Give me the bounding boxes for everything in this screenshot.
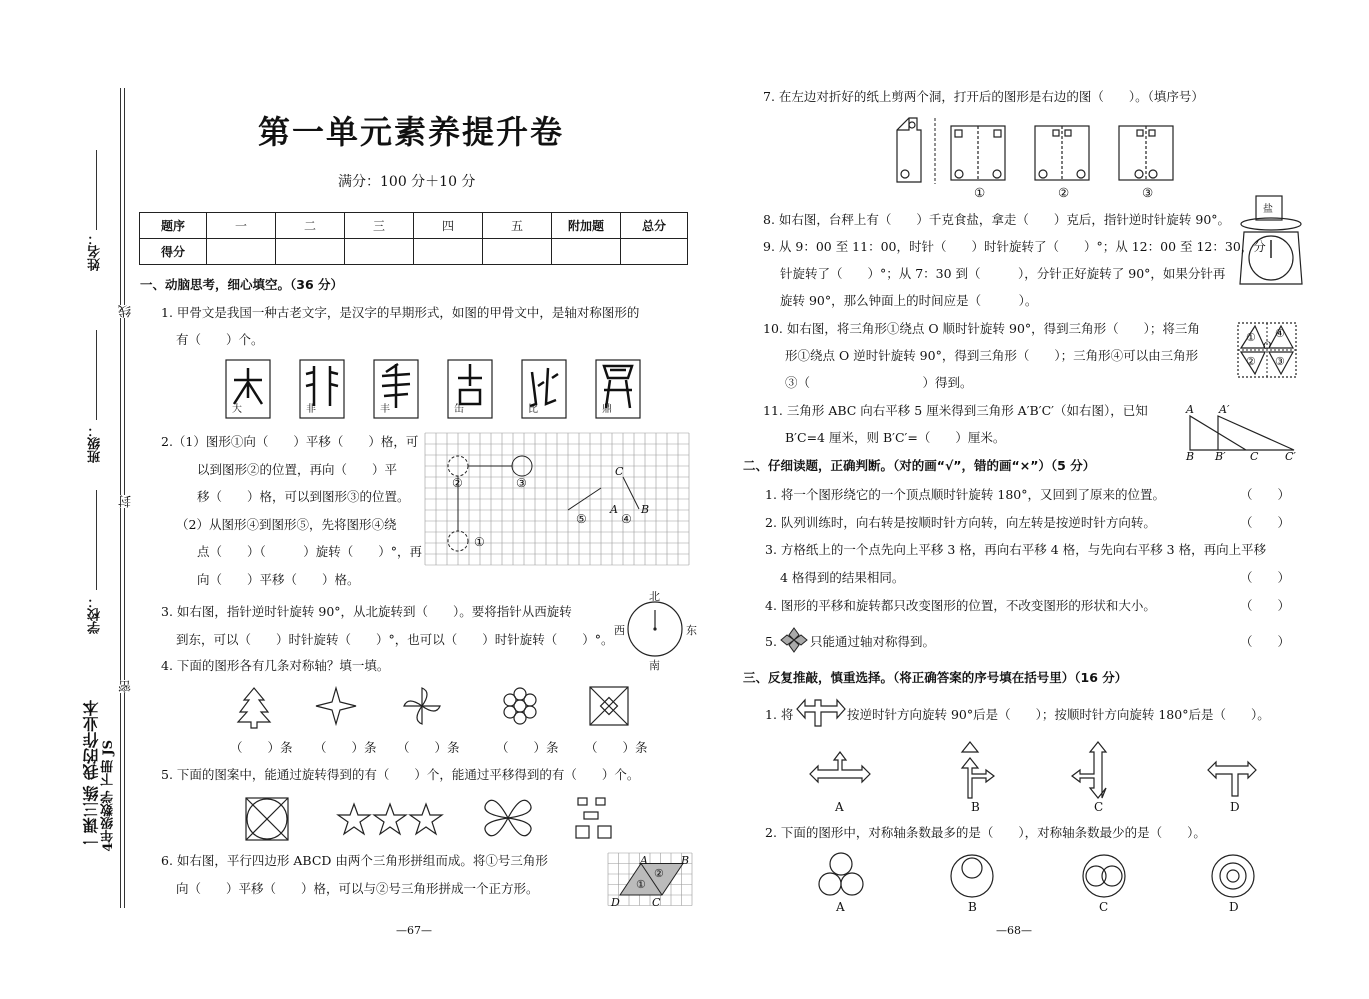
flower-shape [504,688,536,724]
choice-2-options [815,852,1255,898]
pinwheel-shape [404,688,440,724]
q2-text: 向（ ）平移（ ）格。 [197,572,360,587]
q10-text: 10. 如右图，将三角形①绕点 O 顺时针旋转 90°，得到三角形（ ）；将三角 [763,321,1200,336]
option-b-arrow [962,742,994,798]
q10-text: 形①绕点 O 逆时针旋转 90°，得到三角形（ ）；三角形④可以由三角形 [785,348,1199,363]
compass-east: 东 [686,624,697,637]
score-cell[interactable] [345,239,414,265]
q2-text: 2.（1）图形①向（ ）平移（ ）格，可 [161,434,419,449]
q4-blank[interactable]: （ ）条 [230,740,293,755]
q1-text: 1. 甲骨文是我国一种古老文字，是汉字的早期形式，如图的甲骨文中，是轴对称图形的 [161,305,640,320]
arrow-figure-icon [795,698,847,728]
petal-shape [485,800,531,836]
judge-answer[interactable]: （ ） [1240,515,1291,530]
salt-label: 盐 [1263,204,1273,215]
option-d-circles [1212,855,1254,897]
score-head: 二 [276,213,345,239]
q9-text: 9. 从 9：00 至 11：00，时针（ ）时针旋转了（ ）°；从 12：00 至 12：30，分 [763,239,1266,254]
judge-4: 4. 图形的平移和旋转都只改变图形的位置，不改变图形的形状和大小。 [765,598,1156,613]
score-head: 四 [414,213,483,239]
score-cell[interactable] [483,239,552,265]
section-1-title: 一、动脑思考，细心填空。（36 分） [140,277,343,292]
oracle-label: 大 [232,404,242,415]
judge-2: 2. 队列训练时，向右转是按顺时针方向转，向左转是按逆时针方向转。 [765,515,1156,530]
blocks-shape [576,798,611,838]
class-underline [96,330,97,420]
q6-text: 向（ ）平移（ ）格，可以与②号三角形拼成一个正方形。 [176,881,539,896]
q6-text: 6. 如右图，平行四边形 ABCD 由两个三角形拼组而成。将①号三角形 [161,853,548,868]
q4-blank[interactable]: （ ）条 [397,740,460,755]
oracle-label: 非 [306,404,316,415]
judge-answer[interactable]: （ ） [1240,570,1291,585]
oracle-label: 缶 [454,404,464,415]
judge-3: 4 格得到的结果相同。 [780,570,905,585]
q10-label: ④ [1275,327,1285,340]
score-head: 一 [207,213,276,239]
compass-figure [628,600,686,658]
q3-text: 3. 如右图，指针逆时针旋转 90°，从北旋转到（ ）。要将指针从西旋转 [161,604,572,619]
score-cell[interactable] [207,239,276,265]
q3-text: 到东，可以（ ）时针旋转（ ）°，也可以（ ）时针旋转（ ）°。 [176,632,614,647]
q11-label: A [1186,403,1194,416]
judge-answer[interactable]: （ ） [1240,634,1291,649]
q2-text: 移（ ）格，可以到图形③的位置。 [197,489,410,504]
page-title: 第一单元素养提升卷 [258,113,565,151]
option-a-arrow [810,752,870,782]
q11-label: C′ [1285,450,1296,463]
q2-grid-figure [425,433,692,563]
seal-feng-label: 封 [119,495,134,508]
square-diamond-shape [590,687,628,725]
seal-mi-label: 密 [119,680,134,693]
q6-label: D [611,896,620,909]
score-head: 五 [483,213,552,239]
name-label: 姓名： [88,232,103,271]
name-underline [96,150,97,230]
choice-1-lead: 1. 将 [765,707,794,722]
score-head: 总分 [621,213,688,239]
diamond-petals-icon [779,626,809,654]
q11-label: B [1186,450,1195,463]
option-label: D [1229,900,1239,914]
q6-label: C [652,896,661,909]
judge-answer[interactable]: （ ） [1240,598,1291,613]
score-cell[interactable] [414,239,483,265]
option-d-arrow [1208,762,1256,796]
oracle-figures [226,360,646,420]
option-c-arrow [1072,742,1106,798]
grid-label: A [610,503,618,516]
three-stars-shape [338,804,442,834]
option-b-circles [951,855,993,897]
choice-1-text: 按逆时针方向旋转 90°后是（ ）；按顺时针方向旋转 180°后是（ ）。 [847,707,1270,722]
q2-text: 以到图形②的位置，再向（ ）平 [197,462,398,477]
shape-4-line [623,477,639,509]
school-underline [96,490,97,590]
judge-5: 只能通过轴对称得到。 [810,634,936,649]
q6-label: ① [636,878,646,891]
q6-label: A [640,854,648,867]
page-number-left: —67— [396,924,432,937]
option-label: B [968,900,977,914]
grid-label: ② [452,476,463,490]
grade-label: 4年级数学 下册 JS [101,740,116,852]
q9-text: 针旋转了（ ）°；从 7：30 到（ ），分针正好旋转了 90°，如果分针再 [780,266,1226,281]
option-label: C [1094,800,1104,814]
option-1-paper [951,126,1005,180]
section-3-title: 三、反复推敲，慎重选择。（将正确答案的序号填在括号里）（16 分） [743,670,1128,685]
score-cell[interactable] [621,239,688,265]
q11-text: 11. 三角形 ABC 向右平移 5 厘米得到三角形 A′B′C′（如右图），已知 [763,403,1148,418]
q6-label: ② [654,867,664,880]
q10-label: ② [1246,355,1256,368]
option-c-circles [1083,855,1125,897]
q11-label: C [1250,450,1259,463]
q2-text: （2）从图形④到图形⑤，先将图形④绕 [176,517,397,532]
q5-shapes [244,796,624,842]
option-label: C [1099,900,1109,914]
score-head: 附加题 [552,213,621,239]
section-2-title: 二、仔细读题，正确判断。（对的画“√”，错的画“×”）（5 分） [743,458,1096,473]
judge-1: 1. 将一个图形绕它的一个顶点顺时针旋转 180°，又回到了原来的位置。 [765,487,1165,502]
oracle-label: 比 [528,404,538,415]
score-table [139,212,688,265]
compass-north: 北 [649,590,660,603]
compass-west: 西 [614,624,625,637]
grid-label: ① [474,535,485,549]
q1-text: 有（ ）个。 [176,332,264,347]
choice-1-options [808,740,1258,798]
score-cell[interactable] [276,239,345,265]
option-label: A [835,800,844,814]
q10-label: ③ [1275,355,1285,368]
option-3-paper [1119,126,1173,180]
star-shape [316,688,356,724]
oracle-label: 鼎 [602,404,612,415]
q4-blank[interactable]: （ ）条 [585,740,648,755]
q7-figures [895,116,1185,184]
q5-text: 5. 下面的图案中，能通过旋转得到的有（ ）个，能通过平移得到的有（ ）个。 [161,767,640,782]
class-label: 班级： [88,424,103,463]
q9-text: 旋转 90°，那么钟面上的时间应是（ ）。 [780,293,1038,308]
judge-3: 3. 方格纸上的一个点先向上平移 3 格，再向右平移 4 格，与先向右平移 3 格，再向上平移 [765,542,1267,557]
q7-option-label: ② [1058,185,1070,200]
q7-text: 7. 在左边对折好的纸上剪两个洞，打开后的图形是右边的图（ ）。（填序号） [763,89,1204,104]
grid-label: ③ [516,476,527,490]
q11-label: A′ [1219,403,1230,416]
q10-label: O [1263,341,1272,352]
score-cell: 得分 [140,239,207,265]
option-label: A [836,900,845,914]
school-label: 学校： [88,595,103,634]
grid-label: ⑤ [576,512,587,526]
q6-label: B [681,854,690,867]
score-head: 三 [345,213,414,239]
q4-blank[interactable]: （ ）条 [496,740,559,755]
seal-line-label: 线 [119,305,134,318]
q4-blank[interactable]: （ ）条 [314,740,377,755]
q11-label: B′ [1215,450,1226,463]
q10-label: ① [1246,331,1256,344]
folded-paper [897,118,921,182]
option-label: D [1230,800,1240,814]
q11-text: B′C=4 厘米，则 B′C′=（ ）厘米。 [785,430,1006,445]
option-2-paper [1035,126,1089,180]
grid-label: ④ [621,512,632,526]
q2-text: 点（ ）（ ）旋转（ ）°，再 [197,544,423,559]
grid-label: B [641,503,650,516]
judge-answer[interactable]: （ ） [1240,487,1291,502]
score-head: 题序 [140,213,207,239]
q4-shapes [232,686,642,728]
q7-option-label: ① [974,185,986,200]
page-number-right: —68— [996,924,1032,937]
full-score: 满分：100 分＋10 分 [338,174,476,190]
option-label: B [971,800,980,814]
q4-text: 4. 下面的图形各有几条对称轴？填一填。 [161,658,390,673]
choice-2-text: 2. 下面的图形中，对称轴条数最多的是（ ），对称轴条数最少的是（ ）。 [765,825,1206,840]
brand-logo-text: 一课三练 我的作业本 [82,700,101,850]
q7-option-label: ③ [1142,185,1154,200]
judge-5-number: 5. [765,634,777,649]
oracle-label: 丰 [380,404,390,415]
tree-shape [238,688,270,728]
score-cell[interactable] [552,239,621,265]
grid-label: C [615,465,624,478]
option-a-circles [819,853,863,895]
q11-figure [1188,414,1298,452]
circle-in-square-shape [246,798,288,840]
compass-south: 南 [649,659,660,672]
q10-text: ③（ ）得到。 [785,375,973,390]
q8-text: 8. 如右图，台秤上有（ ）千克食盐，拿走（ ）克后，指针逆时针旋转 90°。 [763,212,1231,227]
